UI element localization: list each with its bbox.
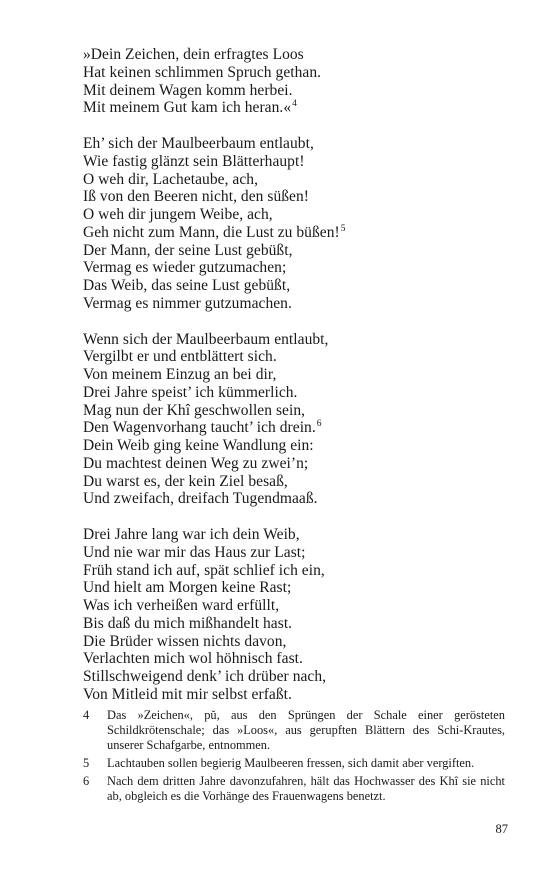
stanza: [83, 331, 523, 509]
footnote-text: Nach dem dritten Jahre davonzufahren, hält das Hochwasser des Khî sie nicht ab, obgleich es die Vorhänge des Frauenwagens benetzt.: [107, 774, 505, 803]
poem-line: Und zweifach, dreifach Tugendmaaß.: [83, 490, 318, 508]
poem-line: O weh dir, Lachetaube, ach,: [83, 170, 259, 188]
footnote-number: 4: [83, 708, 90, 722]
footnotes: [83, 708, 505, 807]
poem-line: Was ich verheißen ward erfüllt,: [83, 597, 280, 614]
poem-line: Eh’ sich der Maulbeerbaum entlaubt,: [83, 135, 314, 152]
poem-line: Drei Jahre speist’ ich kümmerlich.: [83, 383, 298, 401]
stanza: [83, 526, 523, 704]
footnote: [83, 708, 505, 753]
poem-line: Iß von den Beeren nicht, den süßen!: [83, 188, 310, 206]
poem-line: »Dein Zeichen, dein erfragtes Loos: [83, 46, 304, 63]
poem-line: Bis daß du mich mißhandelt hast.: [83, 614, 293, 632]
poem-line: Verlachten mich wol höhnisch fast.: [83, 650, 303, 668]
poem-line: Das Weib, das seine Lust gebüßt,: [83, 277, 291, 294]
poem-line: Drei Jahre lang war ich dein Weib,: [83, 526, 300, 543]
poem-line: Der Mann, der seine Lust gebüßt,: [83, 241, 293, 259]
poem-line: Und hielt am Morgen keine Rast;: [83, 579, 292, 597]
poem-line: Du warst es, der kein Ziel besaß,: [83, 472, 288, 490]
poem-line: O weh dir jungem Weibe, ach,: [83, 206, 273, 223]
poem-line: Die Brüder wissen nichts davon,: [83, 632, 287, 650]
poem-line: Du machtest deinen Weg zu zwei’n;: [83, 454, 309, 472]
poem-line: Vergilbt er und entblättert sich.: [83, 348, 277, 366]
page-number: 87: [495, 822, 508, 836]
footnote-reference[interactable]: 6: [316, 419, 322, 430]
poem-line: Vermag es nimmer gutzumachen.: [83, 294, 292, 312]
footnote-number: 5: [83, 756, 90, 770]
poem-line: Früh stand ich auf, spät schlief ich ein,: [83, 561, 325, 579]
poem-line: Mit meinem Gut kam ich heran.«$^4$: [83, 99, 297, 117]
poem-line: Den Wagenvorhang taucht’ ich drein.$^6$: [83, 419, 322, 437]
footnote: [83, 774, 505, 804]
poem-line: Mit deinem Wagen komm herbei.: [83, 81, 293, 99]
stanza: [83, 46, 523, 117]
footnote-text: Das »Zeichen«, pŭ, aus den Sprüngen der Schale einer gerösteten Schildkrötenschale; das »Loos«, aus gerupften Blättern des Schi-Krautes, unserer Schafgarbe, entnommen.: [107, 708, 505, 752]
stanza: [83, 135, 523, 313]
poem-line: Von Mitleid mit mir selbst erfaßt.: [83, 685, 292, 703]
poem-line: Mag nun der Khî geschwollen sein,: [83, 401, 306, 419]
poem: [83, 46, 523, 722]
footnote-reference[interactable]: 5: [340, 223, 346, 234]
poem-line: Stillschweigend denk’ ich drüber nach,: [83, 668, 327, 685]
poem-line: Dein Weib ging keine Wandlung ein:: [83, 437, 314, 454]
poem-line: Von meinem Einzug an bei dir,: [83, 366, 277, 383]
footnote-reference[interactable]: 4: [292, 99, 297, 110]
poem-line: Und nie war mir das Haus zur Last;: [83, 543, 306, 561]
footnote-number: 6: [83, 774, 90, 788]
poem-line: Vermag es wieder gutzumachen;: [83, 259, 287, 277]
poem-line: Hat keinen schlimmen Spruch gethan.: [83, 63, 322, 81]
poem-line: Wenn sich der Maulbeerbaum entlaubt,: [83, 330, 329, 348]
footnote-text: Lachtauben sollen begierig Maulbeeren fressen, sich damit aber vergiften.: [107, 756, 475, 770]
poem-line: Wie fastig glänzt sein Blätterhaupt!: [83, 152, 305, 170]
poem-line: Geh nicht zum Mann, die Lust zu büßen!$^5$: [83, 223, 346, 241]
footnote: [83, 756, 505, 771]
